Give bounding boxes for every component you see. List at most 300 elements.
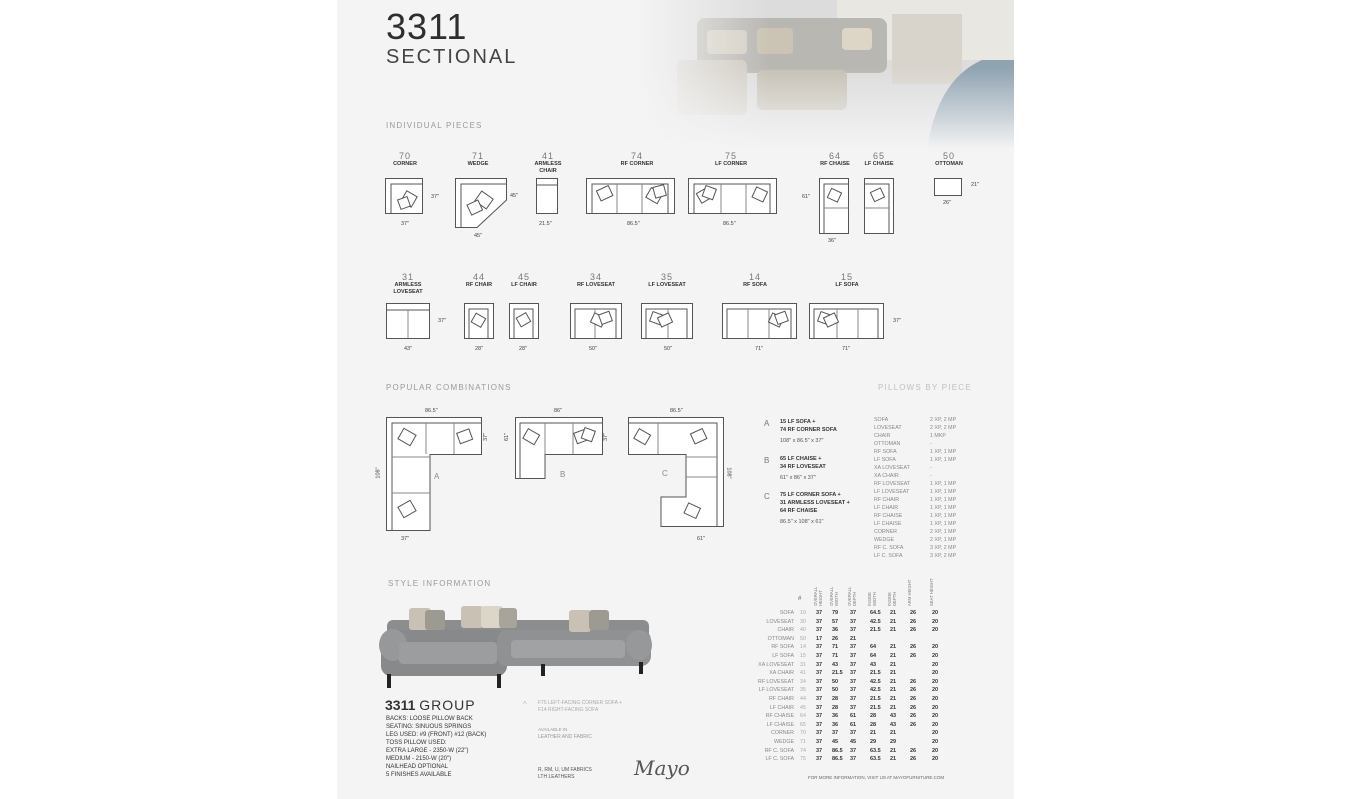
dim-label: 21.5"	[539, 221, 552, 227]
spec-cell: 50	[832, 687, 839, 694]
spec-cell: 21	[890, 687, 897, 694]
dim-label: 61"	[504, 432, 511, 442]
spec-cell: 21	[890, 704, 897, 711]
piece-lf-corner	[706, 151, 756, 168]
spec-piece-name: SOFA	[779, 610, 794, 616]
model-number: 3311	[386, 6, 468, 47]
spec-cell: 26	[910, 704, 917, 711]
spec-cell: 41	[800, 670, 806, 677]
spec-cell: 31	[800, 661, 806, 668]
pillow-row	[874, 488, 974, 496]
spec-cell: 37	[816, 661, 823, 668]
spec-cell: 37	[816, 678, 823, 685]
spec-cell: 37	[850, 644, 857, 651]
dim-label: 37"	[438, 318, 447, 324]
dim-label: 86"	[554, 408, 563, 414]
pillow-piece: RF LOVESEAT	[874, 481, 911, 487]
dim-label: 37"	[431, 194, 440, 200]
spec-cell: 26	[910, 644, 917, 651]
dim-label: 45"	[474, 233, 483, 239]
combo-c-diagram	[628, 417, 724, 527]
spec-cell: 86.5	[832, 756, 843, 763]
spec-cell: 43	[832, 661, 839, 668]
pillow-row	[874, 456, 974, 464]
rf-loveseat-drawing	[570, 303, 622, 339]
spec-cell: 35	[800, 687, 806, 694]
piece-ottoman	[927, 151, 971, 168]
popular-combinations-heading: POPULAR COMBINATIONS	[386, 383, 512, 392]
pillow-row	[874, 536, 974, 544]
photo-caption	[538, 700, 622, 713]
pillow-count: -	[930, 441, 932, 447]
spec-cell: 37	[850, 627, 857, 634]
spec-cell: 26	[910, 610, 917, 616]
piece-number: 14	[748, 272, 761, 282]
rf-sofa-drawing	[722, 303, 797, 339]
spec-cell: 21.5	[832, 670, 843, 677]
combo-size: 108" x 86.5" x 37"	[780, 438, 824, 444]
pillow-piece: XA LOVESEAT	[874, 465, 910, 471]
corner-drawing	[385, 178, 423, 214]
spec-piece-name: RF CHAIR	[768, 696, 794, 702]
spec-cell: 21.5	[870, 627, 881, 634]
group-detail-line: MEDIUM - 2150-W (20")	[386, 756, 452, 762]
piece-lf-chair	[507, 272, 541, 289]
spec-cell: 28	[832, 696, 839, 702]
spec-piece-name: LF CHAIR	[769, 704, 794, 711]
spec-cell: 28	[832, 704, 839, 711]
spec-cell: 20	[932, 618, 939, 625]
spec-cell: 21	[890, 618, 897, 625]
piece-name: ARMLESS LOVESEAT	[393, 282, 423, 295]
spec-cell: 37	[816, 696, 823, 702]
pillow-count: 2 XP, 2 MP	[930, 425, 957, 431]
piece-armless-chair	[528, 151, 568, 175]
spec-cell: 21	[890, 678, 897, 685]
piece-number: 74	[630, 151, 643, 161]
spec-cell: 70	[800, 730, 806, 737]
spec-cell: 64	[870, 644, 877, 651]
fabric-line: R, RM, U, UM FABRICS	[538, 767, 592, 773]
pillow-row	[874, 528, 974, 536]
spec-cell: 21	[870, 730, 877, 737]
dim-label: 71"	[755, 346, 764, 352]
group-detail-line: LEG USED: #9 (FRONT) #12 (BACK)	[386, 732, 487, 738]
dim-label: 108"	[725, 467, 732, 479]
spec-cell: 26	[832, 635, 839, 642]
combo-letter: A	[764, 419, 770, 428]
pillow-piece: CORNER	[874, 529, 897, 535]
spec-cell: 21.5	[870, 696, 881, 702]
spec-cell: 37	[816, 610, 823, 616]
dim-label: 45"	[510, 193, 519, 199]
piece-name: ARMLESS CHAIR	[534, 161, 562, 174]
piece-number: 41	[541, 151, 554, 161]
spec-cell: 20	[932, 721, 939, 728]
spec-cell: 37	[816, 644, 823, 651]
pillow-piece: LF LOVESEAT	[874, 489, 910, 495]
lf-chaise-drawing	[864, 178, 894, 234]
piece-rf-corner	[612, 151, 662, 168]
spec-cell: 65	[800, 721, 806, 728]
spec-cell: 37	[816, 687, 823, 694]
spec-cell: 20	[932, 696, 939, 702]
pillow-count: 1 XP, 1 MP	[930, 505, 957, 511]
spec-cell: 75	[800, 756, 806, 763]
combo-letter: B	[764, 456, 770, 465]
lf-sofa-drawing	[809, 303, 884, 339]
group-detail-line: NAILHEAD OPTIONAL	[386, 764, 449, 770]
pillow-count: -	[930, 465, 932, 471]
spec-header: #	[798, 596, 802, 602]
piece-lf-sofa	[827, 272, 867, 289]
spec-cell: 21	[890, 696, 897, 702]
spec-cell: 42.5	[870, 618, 881, 625]
piece-name: RF CORNER	[620, 161, 654, 167]
pillow-piece: XA CHAIR	[874, 473, 899, 479]
pillow-count: 1 XP, 1 MP	[930, 489, 957, 495]
spec-cell: 37	[850, 610, 857, 616]
combo-size: 86.5" x 108" x 61"	[780, 519, 824, 525]
pillow-count: 1 XP, 1 MP	[930, 497, 957, 503]
spec-cell: 21	[890, 730, 897, 737]
spec-cell: 21	[890, 627, 897, 634]
fabric-note	[538, 767, 592, 780]
group-detail-line: BACKS: LOOSE PILLOW BACK	[386, 716, 473, 722]
spec-cell: 26	[910, 696, 917, 702]
spec-cell: 50	[832, 678, 839, 685]
caption-line: F14 RIGHT-FACING SOFA	[538, 706, 599, 713]
spec-cell: 17	[816, 635, 823, 642]
spec-cell: 61	[850, 721, 857, 728]
spec-cell: 26	[910, 756, 917, 763]
spec-cell: 21	[890, 661, 897, 668]
group-details	[386, 715, 486, 779]
spec-cell: 21	[890, 670, 897, 677]
pillow-row	[874, 432, 974, 440]
spec-header: OVERALL DEPTH	[847, 586, 857, 606]
spec-cell: 37	[816, 721, 823, 728]
spec-cell: 37	[850, 747, 857, 754]
dim-label: 36"	[828, 238, 837, 244]
spec-cell: 37	[850, 730, 857, 737]
spec-header: SEAT HEIGHT	[929, 578, 934, 606]
combo-description	[780, 418, 837, 434]
spec-piece-name: RF SOFA	[771, 644, 794, 651]
piece-lf-loveseat	[642, 272, 692, 289]
spec-cell: 26	[910, 618, 917, 625]
spec-cell: 28	[870, 721, 877, 728]
group-title	[385, 697, 476, 713]
piece-name: RF SOFA	[743, 282, 767, 288]
spec-cell: 63.5	[870, 747, 881, 754]
piece-rf-chair	[462, 272, 496, 289]
spec-cell: 26	[910, 713, 917, 720]
pillow-row	[874, 496, 974, 504]
spec-cell: 37	[816, 730, 823, 737]
piece-name: RF CHAISE	[820, 161, 850, 167]
pillow-piece: WEDGE	[874, 537, 895, 543]
spec-cell: 20	[932, 739, 939, 745]
spec-cell: 43	[870, 661, 877, 668]
wedge-drawing	[455, 178, 507, 228]
piece-name: OTTOMAN	[935, 161, 963, 167]
piece-number: 31	[401, 272, 414, 282]
armless-chair-drawing	[536, 178, 558, 214]
pillow-row	[874, 544, 974, 552]
pillow-count: 3 XP, 2 MP	[930, 553, 957, 559]
spec-cell: 21	[890, 653, 897, 659]
pillow-row	[874, 472, 974, 480]
piece-name: LF CHAIR	[511, 282, 537, 288]
piece-wedge	[458, 151, 498, 168]
combo-line: 65 LF CHAISE +	[780, 456, 822, 462]
pillow-count: 2 XP, 1 MP	[930, 537, 957, 543]
pillow-row	[874, 464, 974, 472]
combo-b-letter: B	[560, 470, 566, 479]
rf-chaise-drawing	[819, 178, 849, 234]
group-detail-line: EXTRA LARGE - 2350-W (22")	[386, 748, 469, 754]
spec-cell: 43	[890, 721, 897, 728]
availability	[538, 727, 592, 740]
spec-cell: 20	[932, 670, 939, 677]
piece-name: WEDGE	[467, 161, 489, 167]
pillow-count: 1 XP, 1 MP	[930, 457, 957, 463]
pillow-row	[874, 416, 974, 424]
pillow-count: 1 XP, 1 MP	[930, 513, 957, 519]
pillow-count: 1 MKP	[930, 433, 946, 439]
spec-cell: 57	[832, 618, 839, 625]
pillow-row	[874, 552, 974, 560]
spec-piece-name: RF C. SOFA	[764, 747, 794, 754]
spec-table	[732, 580, 972, 770]
spec-cell: 37	[816, 618, 823, 625]
pillow-piece: RF CHAIR	[874, 497, 900, 503]
spec-cell: 45	[850, 739, 857, 745]
combo-b-diagram	[515, 417, 603, 479]
spec-cell: 37	[850, 670, 857, 677]
spec-cell: 36	[832, 721, 839, 728]
mayo-logo: Mayo	[634, 756, 690, 780]
pillow-piece: OTTOMAN	[874, 441, 901, 447]
spec-cell: 64	[800, 713, 806, 720]
spec-cell: 71	[800, 739, 806, 745]
pillow-count: 2 XP, 2 MP	[930, 417, 957, 423]
dim-label: 37"	[483, 432, 490, 442]
pillow-row	[874, 512, 974, 520]
group-detail-line: SEATING: SINUOUS SPRINGS	[386, 724, 472, 730]
lf-corner-drawing	[688, 178, 777, 214]
spec-cell: 29	[870, 739, 877, 745]
spec-cell: 26	[910, 678, 917, 685]
individual-pieces-heading: INDIVIDUAL PIECES	[386, 121, 483, 130]
dim-label: 37"	[893, 318, 902, 324]
spec-cell: 20	[932, 756, 939, 763]
piece-armless-loveseat	[387, 272, 429, 296]
spec-piece-name: RF LOVESEAT	[757, 678, 794, 685]
dim-label: 43"	[404, 346, 413, 352]
spec-cell: 64.5	[870, 610, 881, 616]
spec-header: INSIDE DEPTH	[887, 591, 897, 606]
pillow-count: -	[930, 473, 932, 479]
dim-label: 86.5"	[723, 221, 736, 227]
spec-cell: 20	[932, 678, 939, 685]
piece-number: 65	[872, 151, 885, 161]
pillow-count: 3 XP, 2 MP	[930, 545, 957, 551]
spec-cell: 37	[816, 670, 823, 677]
combo-line: 31 ARMLESS LOVESEAT +	[780, 500, 850, 506]
piece-number: 70	[398, 151, 411, 161]
spec-cell: 37	[850, 618, 857, 625]
pillow-piece: RF CHAISE	[874, 513, 903, 519]
combo-line: 34 RF LOVESEAT	[780, 464, 826, 470]
pillow-piece: LF C. SOFA	[874, 553, 903, 559]
piece-number: 71	[471, 151, 484, 161]
style-information-heading: STYLE INFORMATION	[388, 579, 492, 588]
caption-line: F75 LEFT-FACING CORNER SOFA +	[538, 700, 623, 706]
spec-piece-name: LF LOVESEAT	[758, 687, 794, 694]
spec-cell: 37	[850, 661, 857, 668]
piece-rf-loveseat	[571, 272, 621, 289]
spec-header: INSIDE WIDTH	[867, 592, 877, 606]
piece-number: 75	[724, 151, 737, 161]
pillow-piece: LOVESEAT	[874, 425, 902, 431]
dim-label: 28"	[519, 346, 528, 352]
spec-cell: 20	[932, 704, 939, 711]
combo-line: 15 LF SOFA +	[780, 419, 816, 425]
spec-cell: 20	[932, 747, 939, 754]
pillow-count: 1 XP, 1 MP	[930, 521, 957, 527]
availability-line: LEATHER AND FABRIC	[538, 733, 592, 740]
pillow-row	[874, 520, 974, 528]
combo-description	[780, 491, 850, 515]
spec-piece-name: XA CHAIR	[769, 670, 794, 677]
spec-cell: 21.5	[870, 704, 881, 711]
piece-number: 50	[942, 151, 955, 161]
dim-label: 61"	[802, 194, 811, 200]
spec-cell: 43	[890, 713, 897, 720]
spec-cell: 26	[910, 687, 917, 694]
spec-cell: 37	[832, 730, 839, 737]
availability-line: AVAILABLE IN	[538, 727, 568, 732]
ottoman-drawing	[934, 178, 962, 196]
spec-cell: 37	[850, 756, 857, 763]
dim-label: 71"	[842, 346, 851, 352]
spec-cell: 37	[850, 687, 857, 694]
spec-cell: 36	[832, 713, 839, 720]
spec-cell: 28	[870, 713, 877, 720]
spec-cell: 63.5	[870, 756, 881, 763]
spec-piece-name: LF C. SOFA	[765, 756, 794, 763]
pillow-count: 1 XP, 1 MP	[930, 481, 957, 487]
armless-loveseat-drawing	[386, 303, 430, 339]
piece-number: 45	[517, 272, 530, 282]
spec-cell: 74	[800, 747, 806, 754]
spec-cell: 20	[932, 653, 939, 659]
spec-cell: 21	[850, 635, 857, 642]
spec-cell: 37	[816, 653, 823, 659]
dim-label: 50"	[589, 346, 598, 352]
rf-chair-drawing	[464, 303, 494, 339]
spec-cell: 26	[910, 747, 917, 754]
piece-name: LF CORNER	[714, 161, 748, 167]
spec-cell: 21.5	[870, 670, 881, 677]
piece-name: RF CHAIR	[465, 282, 493, 288]
spec-cell: 15	[800, 653, 806, 659]
spec-cell: 14	[800, 644, 806, 651]
pillow-piece: LF SOFA	[874, 457, 896, 463]
spec-cell: 71	[832, 644, 839, 651]
combo-letter: C	[764, 492, 770, 501]
spec-piece-name: CORNER	[771, 730, 794, 737]
spec-cell: 42.5	[870, 678, 881, 685]
spec-cell: 20	[932, 687, 939, 694]
spec-cell: 26	[910, 627, 917, 634]
spec-header: OVERALL WIDTH	[829, 586, 839, 606]
dim-label: 108"	[375, 467, 382, 479]
spec-cell: 37	[816, 713, 823, 720]
room-photo	[637, 0, 1014, 150]
pillow-piece: CHAIR	[874, 433, 891, 439]
piece-name: LF LOVESEAT	[648, 282, 686, 288]
lf-loveseat-drawing	[641, 303, 693, 339]
caret-icon: ^	[523, 700, 527, 709]
spec-cell: 44	[800, 696, 806, 702]
spec-piece-name: CHAIR	[777, 627, 794, 634]
pillow-row	[874, 440, 974, 448]
spec-cell: 37	[816, 747, 823, 754]
spec-cell: 20	[932, 627, 939, 634]
piece-number: 64	[828, 151, 841, 161]
dim-label: 21"	[971, 182, 980, 188]
spec-cell: 26	[910, 653, 917, 659]
sectional-photo	[377, 600, 657, 692]
spec-cell: 20	[932, 610, 939, 616]
pillow-row	[874, 424, 974, 432]
pillow-row	[874, 504, 974, 512]
spec-cell: 34	[800, 678, 806, 685]
fabric-line: LTH LEATHERS	[538, 773, 575, 780]
spec-cell: 26	[910, 721, 917, 728]
dim-label: 50"	[664, 346, 673, 352]
spec-piece-name: LF CHAISE	[766, 721, 794, 728]
spec-cell: 21	[890, 756, 897, 763]
spec-piece-name: LF SOFA	[772, 653, 794, 659]
piece-number: 34	[589, 272, 602, 282]
rf-corner-drawing	[586, 178, 675, 214]
combo-size: 61" x 86" x 37"	[780, 475, 816, 481]
combo-c-letter: C	[662, 469, 668, 478]
spec-header: OVERALL HEIGHT	[813, 586, 823, 606]
spec-cell: 71	[832, 653, 839, 659]
piece-lf-chaise	[859, 151, 899, 168]
piece-name: LF CHAISE	[864, 161, 894, 167]
spec-cell: 21	[890, 747, 897, 754]
spec-cell: 37	[816, 739, 823, 745]
spec-cell: 30	[800, 618, 806, 625]
spec-sheet	[337, 0, 1014, 799]
piece-number: 44	[472, 272, 485, 282]
group-detail-line: TOSS PILLOW USED:	[386, 740, 447, 746]
spec-cell: 29	[890, 739, 897, 745]
spec-header: ARM HEIGHT	[907, 579, 912, 606]
group-number: 3311	[385, 697, 416, 713]
combo-description	[780, 455, 826, 471]
spec-cell: 37	[850, 678, 857, 685]
spec-piece-name: OTTOMAN	[767, 635, 794, 642]
dim-label: 26"	[943, 200, 952, 206]
piece-rf-sofa	[735, 272, 775, 289]
